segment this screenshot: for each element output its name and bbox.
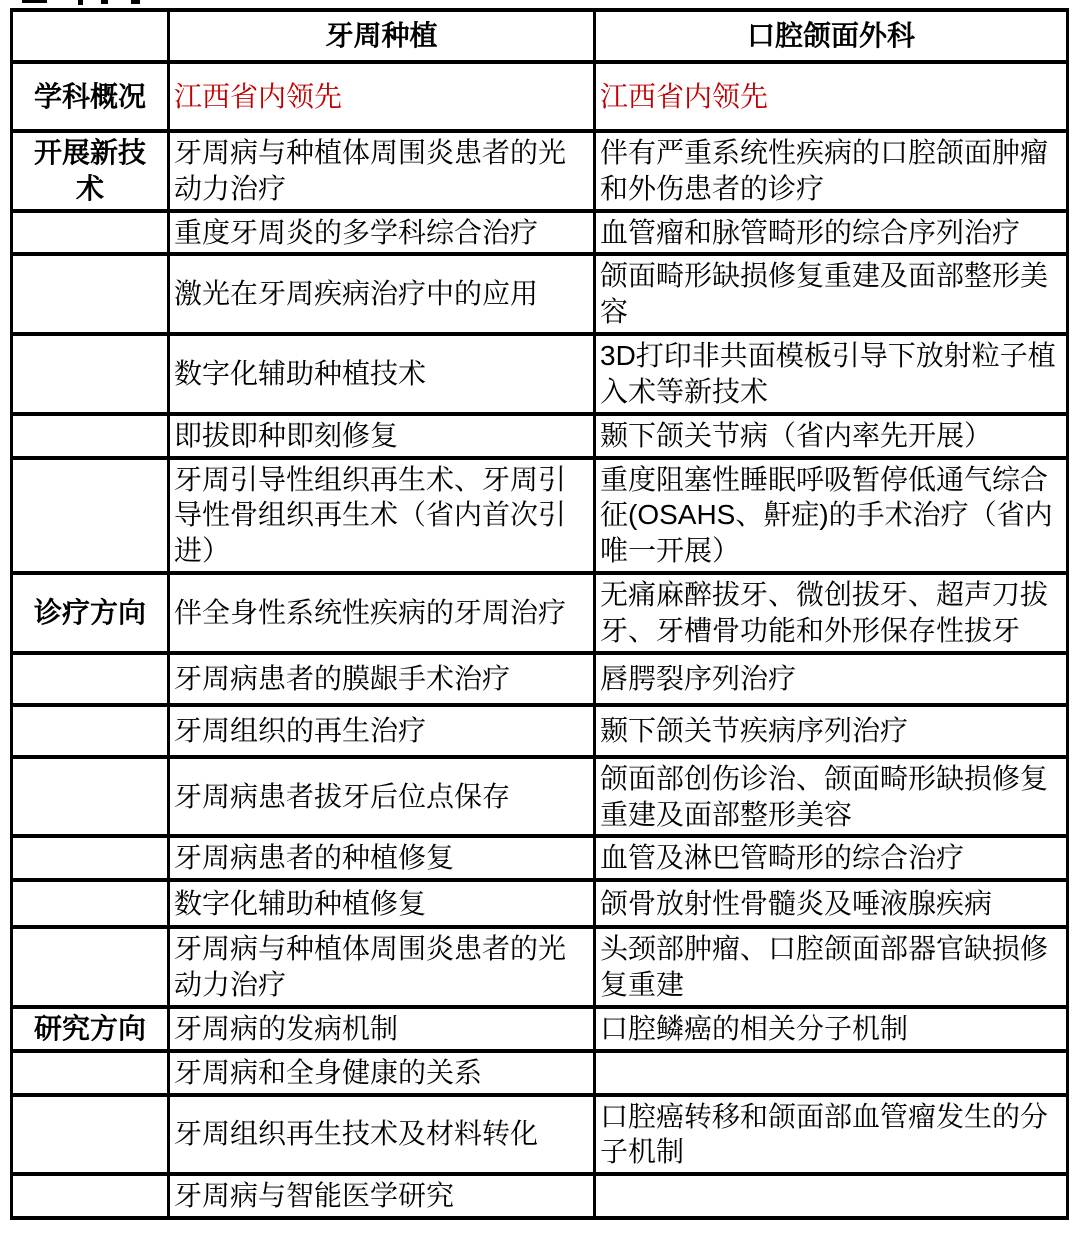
oral-maxillofacial-cell: 伴有严重系统性疾病的口腔颌面肿瘤和外伤患者的诊疗 (595, 131, 1068, 211)
periodontal-implant-cell: 牙周引导性组织再生术、牙周引导性骨组织再生术（省内首次引进） (169, 458, 595, 573)
category-cell: 学科概况 (12, 62, 169, 131)
oral-maxillofacial-cell: 无痛麻醉拔牙、微创拔牙、超声刀拔牙、牙槽骨功能和外形保存性拔牙 (595, 573, 1068, 653)
table-row (12, 653, 1068, 705)
oral-maxillofacial-cell: 颞下颌关节病（省内率先开展） (595, 414, 1068, 458)
category-cell: 诊疗方向 (12, 573, 169, 653)
periodontal-implant-cell: 即拔即种即刻修复 (169, 414, 595, 458)
periodontal-implant-cell: 牙周病与智能医学研究 (169, 1174, 595, 1218)
periodontal-implant-cell: 牙周组织再生技术及材料转化 (169, 1095, 595, 1175)
department-comparison-table (10, 8, 1069, 1220)
header-row (12, 10, 1068, 62)
table-row (12, 1007, 1068, 1051)
periodontal-implant-cell: 牙周病患者的膜龈手术治疗 (169, 653, 595, 705)
oral-maxillofacial-cell: 颌面畸形缺损修复重建及面部整形美容 (595, 254, 1068, 334)
periodontal-implant-header: 牙周种植 (169, 10, 595, 62)
category-cell (12, 880, 169, 927)
oral-maxillofacial-cell: 颞下颌关节疾病序列治疗 (595, 705, 1068, 757)
periodontal-implant-cell: 江西省内领先 (169, 62, 595, 131)
oral-maxillofacial-cell: 血管瘤和脉管畸形的综合序列治疗 (595, 211, 1068, 255)
periodontal-implant-cell: 伴全身性系统性疾病的牙周治疗 (169, 573, 595, 653)
oral-maxillofacial-cell (595, 1051, 1068, 1095)
table-row (12, 458, 1068, 573)
category-cell (12, 334, 169, 414)
periodontal-implant-cell: 重度牙周炎的多学科综合治疗 (169, 211, 595, 255)
table-row (12, 211, 1068, 255)
cropped-text-mark (78, 0, 83, 5)
table-row (12, 334, 1068, 414)
table-row (12, 1051, 1068, 1095)
category-cell (12, 1174, 169, 1218)
cropped-text-mark (22, 0, 47, 3)
table-row (12, 1174, 1068, 1218)
table-row (12, 705, 1068, 757)
table-row (12, 836, 1068, 880)
category-cell (12, 836, 169, 880)
table-row (12, 1095, 1068, 1175)
cropped-text-mark (101, 0, 108, 4)
oral-maxillofacial-cell: 头颈部肿瘤、口腔颌面部器官缺损修复重建 (595, 927, 1068, 1007)
table-row (12, 131, 1068, 211)
cropped-text-mark (131, 0, 140, 4)
table-row (12, 573, 1068, 653)
periodontal-implant-cell: 牙周组织的再生治疗 (169, 705, 595, 757)
periodontal-implant-cell: 牙周病和全身健康的关系 (169, 1051, 595, 1095)
oral-maxillofacial-header: 口腔颌面外科 (595, 10, 1068, 62)
category-cell (12, 1095, 169, 1175)
category-cell (12, 1051, 169, 1095)
table-row (12, 880, 1068, 927)
periodontal-implant-cell: 牙周病患者拔牙后位点保存 (169, 757, 595, 837)
oral-maxillofacial-cell: 口腔癌转移和颌面部血管瘤发生的分子机制 (595, 1095, 1068, 1175)
table-row (12, 414, 1068, 458)
oral-maxillofacial-cell: 唇腭裂序列治疗 (595, 653, 1068, 705)
table-row (12, 927, 1068, 1007)
corner-header-cell (12, 10, 169, 62)
oral-maxillofacial-cell: 重度阻塞性睡眠呼吸暂停低通气综合征(OSAHS、鼾症)的手术治疗（省内唯一开展） (595, 458, 1068, 573)
category-cell (12, 757, 169, 837)
periodontal-implant-cell: 数字化辅助种植技术 (169, 334, 595, 414)
periodontal-implant-cell: 牙周病与种植体周围炎患者的光动力治疗 (169, 927, 595, 1007)
oral-maxillofacial-cell: 口腔鳞癌的相关分子机制 (595, 1007, 1068, 1051)
periodontal-implant-cell: 牙周病患者的种植修复 (169, 836, 595, 880)
oral-maxillofacial-cell: 江西省内领先 (595, 62, 1068, 131)
oral-maxillofacial-cell (595, 1174, 1068, 1218)
category-cell (12, 458, 169, 573)
oral-maxillofacial-cell: 颌面部创伤诊治、颌面畸形缺损修复重建及面部整形美容 (595, 757, 1068, 837)
category-cell (12, 414, 169, 458)
oral-maxillofacial-cell: 血管及淋巴管畸形的综合治疗 (595, 836, 1068, 880)
category-cell: 开展新技术 (12, 131, 169, 211)
department-comparison-table-wrapper (10, 8, 1069, 1220)
oral-maxillofacial-cell: 3D打印非共面模板引导下放射粒子植入术等新技术 (595, 334, 1068, 414)
table-row (12, 757, 1068, 837)
periodontal-implant-cell: 牙周病的发病机制 (169, 1007, 595, 1051)
category-cell: 研究方向 (12, 1007, 169, 1051)
category-cell (12, 653, 169, 705)
periodontal-implant-cell: 激光在牙周疾病治疗中的应用 (169, 254, 595, 334)
table-row (12, 254, 1068, 334)
category-cell (12, 211, 169, 255)
table-row (12, 62, 1068, 131)
oral-maxillofacial-cell: 颌骨放射性骨髓炎及唾液腺疾病 (595, 880, 1068, 927)
periodontal-implant-cell: 牙周病与种植体周围炎患者的光动力治疗 (169, 131, 595, 211)
category-cell (12, 927, 169, 1007)
periodontal-implant-cell: 数字化辅助种植修复 (169, 880, 595, 927)
category-cell (12, 254, 169, 334)
category-cell (12, 705, 169, 757)
